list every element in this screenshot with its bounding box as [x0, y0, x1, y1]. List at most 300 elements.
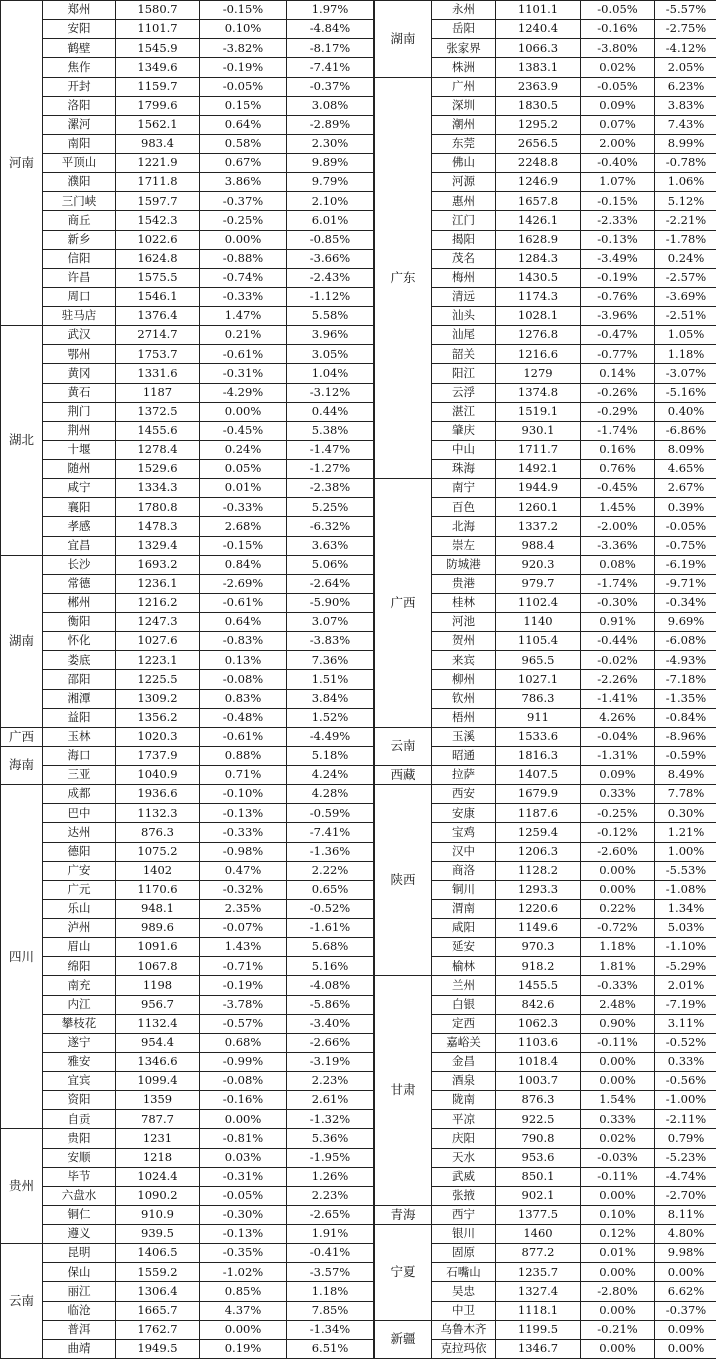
- price-value: 965.5: [496, 651, 581, 670]
- year-change: -1.35%: [655, 689, 716, 708]
- city-name: 武威: [432, 1167, 496, 1186]
- year-change: 2.67%: [655, 479, 716, 498]
- city-name: 来宾: [432, 651, 496, 670]
- year-change: -6.19%: [655, 555, 716, 574]
- year-change: 8.49%: [655, 766, 716, 785]
- month-change: 0.02%: [581, 58, 655, 77]
- month-change: -0.16%: [581, 20, 655, 39]
- year-change: -0.59%: [287, 804, 374, 823]
- table-row: [1, 1205, 374, 1224]
- month-change: -0.29%: [581, 402, 655, 421]
- province-name: 湖北: [1, 326, 43, 556]
- table-row: [1, 899, 374, 918]
- month-change: 0.00%: [200, 1110, 287, 1129]
- price-value: 1220.6: [496, 899, 581, 918]
- price-value: 1533.6: [496, 727, 581, 746]
- price-value: 1140: [496, 613, 581, 632]
- city-name: 陇南: [432, 1091, 496, 1110]
- city-name: 平凉: [432, 1110, 496, 1129]
- city-name: 安阳: [43, 20, 116, 39]
- city-name: 宜宾: [43, 1072, 116, 1091]
- month-change: -0.05%: [200, 77, 287, 96]
- city-name: 广州: [432, 77, 496, 96]
- table-row: [1, 651, 374, 670]
- month-change: 0.68%: [200, 1033, 287, 1052]
- price-value: 1309.2: [116, 689, 200, 708]
- price-value: 1024.4: [116, 1167, 200, 1186]
- month-change: 1.18%: [581, 938, 655, 957]
- price-value: 922.5: [496, 1110, 581, 1129]
- month-change: 4.26%: [581, 708, 655, 727]
- city-name: 十堰: [43, 440, 116, 459]
- table-row: [1, 39, 374, 58]
- price-value: 953.6: [496, 1148, 581, 1167]
- year-change: -0.34%: [655, 593, 716, 612]
- month-change: 0.67%: [200, 154, 287, 173]
- month-change: 0.07%: [581, 115, 655, 134]
- price-value: 1027.6: [116, 632, 200, 651]
- price-value: 1816.3: [496, 746, 581, 765]
- city-name: 延安: [432, 938, 496, 957]
- city-name: 汉中: [432, 842, 496, 861]
- price-value: 1936.6: [116, 785, 200, 804]
- month-change: 0.00%: [581, 1339, 655, 1358]
- year-change: 4.80%: [655, 1225, 716, 1244]
- table-row: [1, 1110, 374, 1129]
- year-change: 8.11%: [655, 1205, 716, 1224]
- month-change: -0.33%: [200, 287, 287, 306]
- city-name: 洛阳: [43, 96, 116, 115]
- month-change: -2.69%: [200, 574, 287, 593]
- month-change: 0.71%: [200, 766, 287, 785]
- city-name: 肇庆: [432, 421, 496, 440]
- city-name: 百色: [432, 498, 496, 517]
- price-value: 1278.4: [116, 440, 200, 459]
- table-row: [1, 919, 374, 938]
- table-row: [1, 613, 374, 632]
- province-name: 广西: [1, 727, 43, 746]
- price-value: 1247.3: [116, 613, 200, 632]
- table-row: [1, 364, 374, 383]
- year-change: -3.40%: [287, 1014, 374, 1033]
- month-change: -2.26%: [581, 670, 655, 689]
- city-name: 珠海: [432, 460, 496, 479]
- price-value: 1327.4: [496, 1282, 581, 1301]
- city-name: 黄冈: [43, 364, 116, 383]
- price-value: 1235.7: [496, 1263, 581, 1282]
- table-row: [1, 1301, 374, 1320]
- city-name: 绵阳: [43, 957, 116, 976]
- year-change: -3.66%: [287, 249, 374, 268]
- month-change: -3.96%: [581, 307, 655, 326]
- price-value: 1711.7: [496, 440, 581, 459]
- price-value: 1346.7: [496, 1339, 581, 1358]
- year-change: -8.96%: [655, 727, 716, 746]
- price-value: 1679.9: [496, 785, 581, 804]
- year-change: 1.00%: [655, 842, 716, 861]
- month-change: 2.35%: [200, 899, 287, 918]
- year-change: 5.06%: [287, 555, 374, 574]
- month-change: -1.41%: [581, 689, 655, 708]
- month-change: -0.19%: [200, 58, 287, 77]
- year-change: -2.21%: [655, 211, 716, 230]
- month-change: -0.19%: [200, 976, 287, 995]
- month-change: 0.24%: [200, 440, 287, 459]
- month-change: -0.45%: [200, 421, 287, 440]
- year-change: 8.09%: [655, 440, 716, 459]
- price-value: 842.6: [496, 995, 581, 1014]
- year-change: 7.78%: [655, 785, 716, 804]
- city-name: 随州: [43, 460, 116, 479]
- month-change: 0.91%: [581, 613, 655, 632]
- city-name: 三亚: [43, 766, 116, 785]
- city-name: 深圳: [432, 96, 496, 115]
- city-name: 韶关: [432, 345, 496, 364]
- month-change: 0.64%: [200, 115, 287, 134]
- month-change: 1.54%: [581, 1091, 655, 1110]
- table-row: [1, 230, 374, 249]
- year-change: -2.70%: [655, 1186, 716, 1205]
- table-row: [375, 1205, 716, 1224]
- table-row: [1, 1129, 374, 1148]
- price-value: 1101.1: [496, 1, 581, 20]
- table-row: [1, 460, 374, 479]
- month-change: -0.12%: [581, 823, 655, 842]
- price-value: 1149.6: [496, 919, 581, 938]
- price-value: 1199.5: [496, 1320, 581, 1339]
- city-name: 武汉: [43, 326, 116, 345]
- price-value: 787.7: [116, 1110, 200, 1129]
- table-row: [1, 287, 374, 306]
- month-change: -0.10%: [200, 785, 287, 804]
- year-change: -8.17%: [287, 39, 374, 58]
- year-change: -1.47%: [287, 440, 374, 459]
- city-name: 清远: [432, 287, 496, 306]
- month-change: 2.48%: [581, 995, 655, 1014]
- year-change: -2.43%: [287, 268, 374, 287]
- price-value: 1737.9: [116, 746, 200, 765]
- month-change: 0.00%: [581, 861, 655, 880]
- year-change: -0.85%: [287, 230, 374, 249]
- price-value: 1293.3: [496, 880, 581, 899]
- city-name: 榆林: [432, 957, 496, 976]
- month-change: -0.02%: [581, 651, 655, 670]
- table-row: [1, 1320, 374, 1339]
- city-name: 中山: [432, 440, 496, 459]
- price-value: 1306.4: [116, 1282, 200, 1301]
- city-name: 揭阳: [432, 230, 496, 249]
- city-name: 泸州: [43, 919, 116, 938]
- city-name: 宝鸡: [432, 823, 496, 842]
- year-change: 3.11%: [655, 1014, 716, 1033]
- province-name: 湖南: [1, 555, 43, 727]
- month-change: 0.13%: [200, 651, 287, 670]
- month-change: 1.47%: [200, 307, 287, 326]
- year-change: 1.21%: [655, 823, 716, 842]
- table-row: [1, 1282, 374, 1301]
- year-change: 0.33%: [655, 1052, 716, 1071]
- city-name: 驻马店: [43, 307, 116, 326]
- price-value: 1066.3: [496, 39, 581, 58]
- city-name: 广安: [43, 861, 116, 880]
- table-row: [1, 402, 374, 421]
- price-value: 1383.1: [496, 58, 581, 77]
- city-name: 安顺: [43, 1148, 116, 1167]
- city-name: 中卫: [432, 1301, 496, 1320]
- price-value: 1799.6: [116, 96, 200, 115]
- year-change: 0.00%: [655, 1263, 716, 1282]
- year-change: -0.52%: [287, 899, 374, 918]
- city-name: 长沙: [43, 555, 116, 574]
- city-name: 固原: [432, 1244, 496, 1263]
- month-change: 1.81%: [581, 957, 655, 976]
- province-name: 云南: [1, 1244, 43, 1359]
- month-change: -4.29%: [200, 383, 287, 402]
- month-change: -0.13%: [200, 804, 287, 823]
- month-change: 0.01%: [581, 1244, 655, 1263]
- year-change: 0.40%: [655, 402, 716, 421]
- year-change: -2.65%: [287, 1205, 374, 1224]
- month-change: -0.08%: [200, 1072, 287, 1091]
- price-value: 786.3: [496, 689, 581, 708]
- year-change: 3.84%: [287, 689, 374, 708]
- table-row: [1, 211, 374, 230]
- year-change: 0.09%: [655, 1320, 716, 1339]
- price-value: 1276.8: [496, 326, 581, 345]
- price-value: 1753.7: [116, 345, 200, 364]
- price-value: 1040.9: [116, 766, 200, 785]
- price-value: 918.2: [496, 957, 581, 976]
- city-name: 攀枝花: [43, 1014, 116, 1033]
- month-change: -3.36%: [581, 536, 655, 555]
- table-row: [1, 1014, 374, 1033]
- year-change: -5.29%: [655, 957, 716, 976]
- price-value: 1103.6: [496, 1033, 581, 1052]
- price-value: 1206.3: [496, 842, 581, 861]
- price-value: 1693.2: [116, 555, 200, 574]
- year-change: -0.78%: [655, 154, 716, 173]
- month-change: -0.08%: [200, 670, 287, 689]
- price-value: 1132.3: [116, 804, 200, 823]
- city-name: 渭南: [432, 899, 496, 918]
- month-change: -0.15%: [581, 192, 655, 211]
- month-change: -1.02%: [200, 1263, 287, 1282]
- table-row: [1, 58, 374, 77]
- year-change: 1.06%: [655, 173, 716, 192]
- city-name: 邵阳: [43, 670, 116, 689]
- city-name: 株洲: [432, 58, 496, 77]
- table-row: [1, 880, 374, 899]
- month-change: 0.85%: [200, 1282, 287, 1301]
- province-name: 西藏: [375, 766, 432, 785]
- price-value: 1223.1: [116, 651, 200, 670]
- city-name: 荆门: [43, 402, 116, 421]
- table-row: [375, 976, 716, 995]
- year-change: 0.79%: [655, 1129, 716, 1148]
- table-row: [1, 383, 374, 402]
- year-change: -4.49%: [287, 727, 374, 746]
- price-value: 1240.4: [496, 20, 581, 39]
- month-change: -2.33%: [581, 211, 655, 230]
- year-change: 6.51%: [287, 1339, 374, 1358]
- price-value: 1279: [496, 364, 581, 383]
- year-change: 1.18%: [287, 1282, 374, 1301]
- city-name: 焦作: [43, 58, 116, 77]
- table-row: [1, 345, 374, 364]
- price-value: 911: [496, 708, 581, 727]
- year-change: -0.56%: [655, 1072, 716, 1091]
- month-change: -0.11%: [581, 1033, 655, 1052]
- price-value: 1372.5: [116, 402, 200, 421]
- price-value: 1624.8: [116, 249, 200, 268]
- month-change: 0.00%: [581, 1301, 655, 1320]
- table-row: [1, 632, 374, 651]
- year-change: -4.93%: [655, 651, 716, 670]
- year-change: -1.08%: [655, 880, 716, 899]
- price-value: 1597.7: [116, 192, 200, 211]
- price-value: 1559.2: [116, 1263, 200, 1282]
- year-change: -5.53%: [655, 861, 716, 880]
- price-value: 877.2: [496, 1244, 581, 1263]
- city-name: 眉山: [43, 938, 116, 957]
- year-change: 4.65%: [655, 460, 716, 479]
- city-name: 河源: [432, 173, 496, 192]
- table-row: [1, 938, 374, 957]
- price-value: 1018.4: [496, 1052, 581, 1071]
- year-change: -9.71%: [655, 574, 716, 593]
- city-name: 东莞: [432, 134, 496, 153]
- year-change: 0.65%: [287, 880, 374, 899]
- price-value: 876.3: [496, 1091, 581, 1110]
- month-change: 0.22%: [581, 899, 655, 918]
- month-change: -2.60%: [581, 842, 655, 861]
- city-name: 曲靖: [43, 1339, 116, 1358]
- city-name: 茂名: [432, 249, 496, 268]
- price-value: 1067.8: [116, 957, 200, 976]
- city-name: 河池: [432, 613, 496, 632]
- year-change: 1.26%: [287, 1167, 374, 1186]
- year-change: 0.24%: [655, 249, 716, 268]
- city-name: 达州: [43, 823, 116, 842]
- city-name: 自贡: [43, 1110, 116, 1129]
- month-change: -1.74%: [581, 421, 655, 440]
- price-value: 1198: [116, 976, 200, 995]
- table-row: [1, 249, 374, 268]
- price-value: 1260.1: [496, 498, 581, 517]
- month-change: -0.13%: [200, 1225, 287, 1244]
- city-name: 襄阳: [43, 498, 116, 517]
- city-name: 新乡: [43, 230, 116, 249]
- year-change: -2.57%: [655, 268, 716, 287]
- price-value: 1337.2: [496, 517, 581, 536]
- year-change: -1.12%: [287, 287, 374, 306]
- price-value: 850.1: [496, 1167, 581, 1186]
- month-change: -0.44%: [581, 632, 655, 651]
- table-row: [1, 823, 374, 842]
- month-change: 2.00%: [581, 134, 655, 153]
- city-name: 佛山: [432, 154, 496, 173]
- table-row: [1, 115, 374, 134]
- month-change: 0.01%: [200, 479, 287, 498]
- city-name: 益阳: [43, 708, 116, 727]
- year-change: -4.84%: [287, 20, 374, 39]
- city-name: 衡阳: [43, 613, 116, 632]
- year-change: -6.32%: [287, 517, 374, 536]
- month-change: 0.02%: [581, 1129, 655, 1148]
- month-change: -0.98%: [200, 842, 287, 861]
- month-change: -0.61%: [200, 593, 287, 612]
- city-name: 梅州: [432, 268, 496, 287]
- month-change: 0.12%: [581, 1225, 655, 1244]
- year-change: 3.63%: [287, 536, 374, 555]
- province-name: 贵州: [1, 1129, 43, 1244]
- year-change: -5.23%: [655, 1148, 716, 1167]
- month-change: 0.64%: [200, 613, 287, 632]
- price-value: 1478.3: [116, 517, 200, 536]
- price-value: 1236.1: [116, 574, 200, 593]
- city-name: 汕头: [432, 307, 496, 326]
- year-change: -2.11%: [655, 1110, 716, 1129]
- price-value: 1284.3: [496, 249, 581, 268]
- year-change: -5.16%: [655, 383, 716, 402]
- city-name: 郑州: [43, 1, 116, 20]
- year-change: 7.36%: [287, 651, 374, 670]
- city-name: 张掖: [432, 1186, 496, 1205]
- year-change: -2.51%: [655, 307, 716, 326]
- month-change: -0.99%: [200, 1052, 287, 1071]
- month-change: -0.40%: [581, 154, 655, 173]
- city-name: 普洱: [43, 1320, 116, 1339]
- table-row: [375, 1320, 716, 1339]
- city-name: 商丘: [43, 211, 116, 230]
- city-name: 黄石: [43, 383, 116, 402]
- price-value: 989.6: [116, 919, 200, 938]
- city-name: 资阳: [43, 1091, 116, 1110]
- month-change: 0.00%: [581, 880, 655, 899]
- province-name: 广东: [375, 77, 432, 479]
- year-change: -7.18%: [655, 670, 716, 689]
- month-change: 0.47%: [200, 861, 287, 880]
- year-change: -5.86%: [287, 995, 374, 1014]
- year-change: -3.57%: [287, 1263, 374, 1282]
- year-change: 1.34%: [655, 899, 716, 918]
- year-change: 2.23%: [287, 1186, 374, 1205]
- month-change: 0.83%: [200, 689, 287, 708]
- month-change: -2.80%: [581, 1282, 655, 1301]
- city-name: 海口: [43, 746, 116, 765]
- year-change: 1.91%: [287, 1225, 374, 1244]
- year-change: 9.69%: [655, 613, 716, 632]
- table-row: [1, 173, 374, 192]
- city-name: 濮阳: [43, 173, 116, 192]
- price-value: 1374.8: [496, 383, 581, 402]
- price-value: 1105.4: [496, 632, 581, 651]
- price-value: 1221.9: [116, 154, 200, 173]
- price-value: 1231: [116, 1129, 200, 1148]
- table-row: [1, 574, 374, 593]
- month-change: -0.47%: [581, 326, 655, 345]
- price-value: 1020.3: [116, 727, 200, 746]
- month-change: -0.05%: [581, 1, 655, 20]
- year-change: 2.05%: [655, 58, 716, 77]
- city-name: 防城港: [432, 555, 496, 574]
- price-value: 910.9: [116, 1205, 200, 1224]
- month-change: -0.21%: [581, 1320, 655, 1339]
- price-value: 930.1: [496, 421, 581, 440]
- table-row: [1, 479, 374, 498]
- month-change: -0.05%: [581, 77, 655, 96]
- month-change: -1.74%: [581, 574, 655, 593]
